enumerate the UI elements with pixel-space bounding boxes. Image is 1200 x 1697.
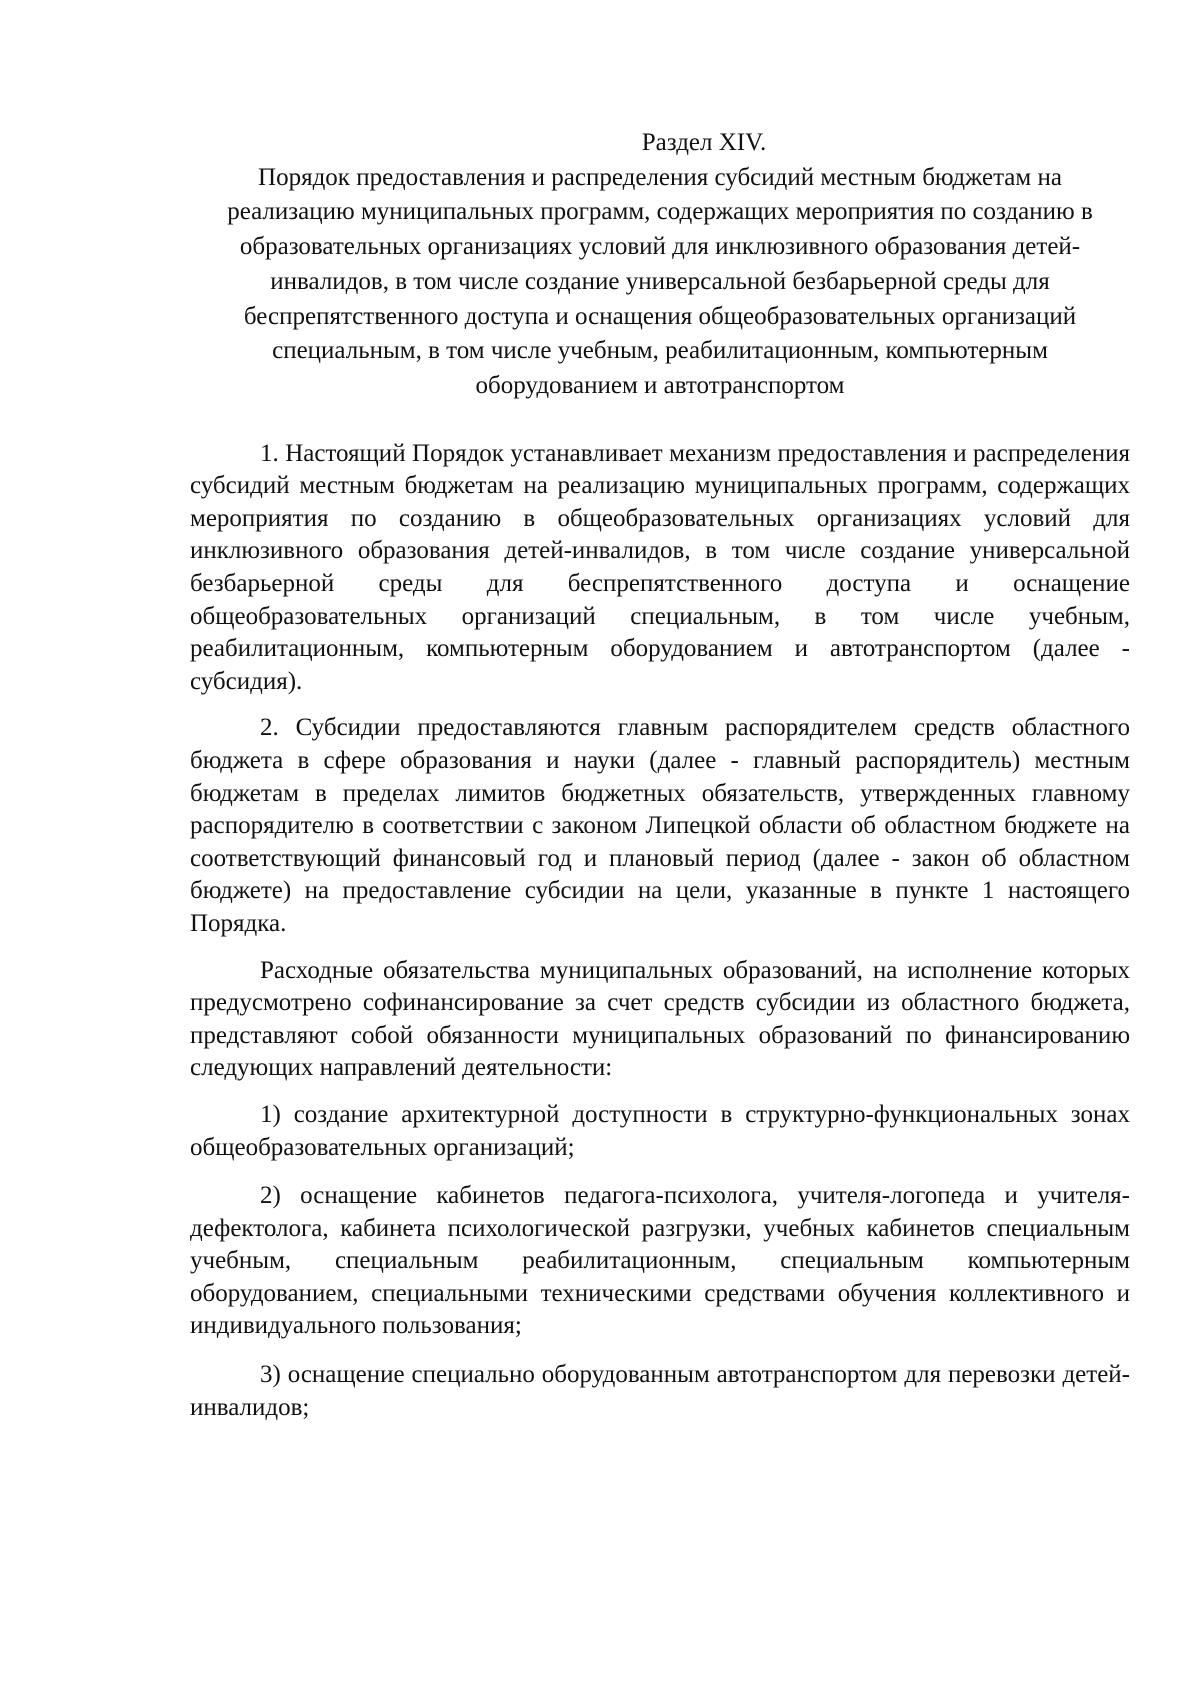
section-title: Порядок предоставления и распределения субсидий местным бюджетам на реализацию муниципальных программ, содержащих мероприятия по созданию в образовательных организациях условий для инклюзивного образования детей-инвалидов, в том числе создание универсальной безбарьерной среды для беспрепятственного доступа и оснащения общеобразовательных организаций специальным, в том числе учебным, реабилитационным, компьютерным оборудованием и автотранспортом xyxy=(227,163,1093,399)
paragraph-1: 1. Настоящий Порядок устанавливает механизм предоставления и распределения субсидий местным бюджетам на реализацию муниципальных программ, содержащих мероприятия по созданию в общеобразовательных организациях условий для инклюзивного образования детей-инвалидов, в том числе создание универсальной безбарьерной среды для беспрепятственного доступа и оснащение общеобразовательных организаций специальным, в том числе учебным, реабилитационным, компьютерным оборудованием и автотранспортом (далее - субсидия). xyxy=(190,439,1130,695)
list-item-1: 1) создание архитектурной доступности в структурно-функциональных зонах общеобразовательных организаций; xyxy=(190,1100,1130,1161)
section-header xyxy=(190,126,1130,404)
paragraph-obligations: Расходные обязательства муниципальных образований, на исполнение которых предусмотрено софинансирование за счет средств субсидии из областного бюджета, представляют собой обязанности муниципальных образований по финансированию следующих направлений деятельности: xyxy=(190,956,1130,1082)
list-item-3: 3) оснащение специально оборудованным автотранспортом для перевозки детей-инвалидов; xyxy=(190,1361,1130,1421)
list-item-2: 2) оснащение кабинетов педагога-психолога, учителя-логопеда и учителя-дефектолога, кабинета психологической разгрузки, учебных кабинетов специальным учебным, специальным реабилитационным, специальным компьютерным оборудованием, специальными техническими средствами обучения коллективного и индивидуального пользования; xyxy=(190,1182,1130,1340)
section-label: Раздел XIV. xyxy=(641,129,767,156)
paragraph-2: 2. Субсидии предоставляются главным распорядителем средств областного бюджета в сфере образования и науки (далее - главный распорядитель) местным бюджетам в пределах лимитов бюджетных обязательств, утвержденных главному распорядителю в соответствии с законом Липецкой области об областном бюджете на соответствующий финансовый год и плановый период (далее - закон об областном бюджете) на предоставление субсидии на цели, указанные в пункте 1 настоящего Порядка. xyxy=(190,714,1130,937)
document-body xyxy=(190,438,1130,1425)
